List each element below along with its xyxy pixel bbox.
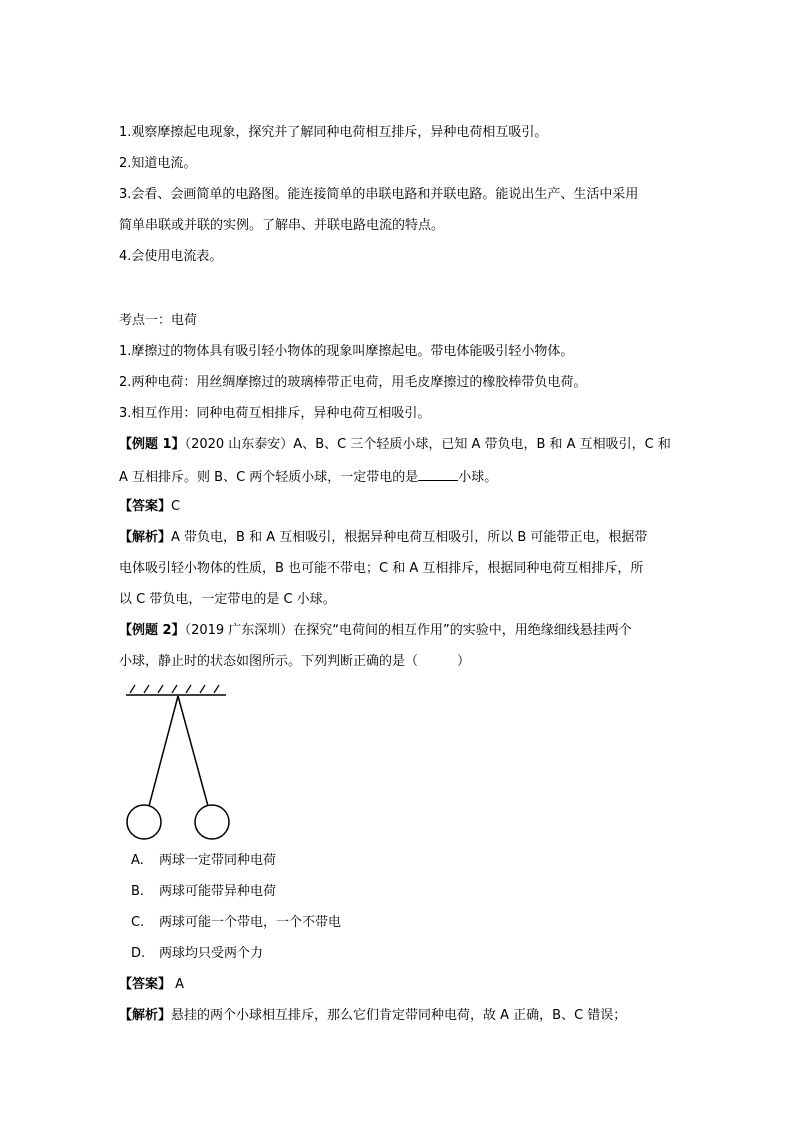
- option-text: 两球一定带同种电荷: [159, 853, 277, 868]
- example2-tag: 【例题 2】: [119, 623, 185, 638]
- example1-line2: [119, 467, 497, 487]
- option-a: [131, 852, 276, 870]
- option-letter: C.: [131, 915, 145, 930]
- answer-tag: 【答案】: [119, 499, 172, 514]
- objective-1: 1.观察摩擦起电现象，探究并了解同种电荷相互排斥，异种电荷相互吸引。: [119, 125, 548, 140]
- option-letter: A.: [131, 853, 144, 868]
- option-letter: D.: [131, 946, 146, 961]
- example1-text: （2020 山东泰安）A、B、C 三个轻质小球，已知 A 带负电，B 和 A 互相吸引，C 和: [184, 437, 671, 452]
- section-title: 考点一：电荷: [119, 313, 198, 328]
- option-c: [131, 914, 341, 932]
- option-text: 两球可能带异种电荷: [159, 884, 277, 899]
- example1-tag: 【例题 1】: [119, 437, 185, 452]
- example1-line1: [119, 436, 671, 454]
- example1-analysis-3: 以 C 带负电，一定带电的是 C 小球。: [119, 592, 336, 607]
- example2-answer: [119, 976, 184, 994]
- example1-answer: [119, 498, 180, 516]
- analysis-tag: 【解析】: [119, 1008, 172, 1023]
- pendulum-figure: [120, 680, 240, 845]
- answer-value: A: [171, 977, 185, 992]
- example2-line2: 小球，静止时的状态如图所示。下列判断正确的是（ ）: [119, 654, 471, 669]
- example1-text3: 小球。: [458, 470, 498, 485]
- right-ball: [195, 805, 229, 839]
- answer-tag: 【答案】: [119, 977, 172, 992]
- point-3: 3.相互作用：同种电荷互相排斥，异种电荷互相吸引。: [119, 406, 431, 421]
- example2-line1: [119, 622, 632, 640]
- objective-2: 2.知道电流。: [119, 156, 197, 171]
- option-text: 两球可能一个带电，一个不带电: [159, 915, 342, 930]
- option-b: [131, 883, 276, 901]
- option-text: 两球均只受两个力: [159, 946, 264, 961]
- example1-analysis-1: [119, 529, 647, 547]
- example1-text2: A 互相排斥。则 B、C 两个轻质小球，一定带电的是: [119, 470, 419, 485]
- analysis-tag: 【解析】: [119, 530, 172, 545]
- example2-text: （2019 广东深圳）在探究“电荷间的相互作用”的实验中，用绝缘细线悬挂两个: [184, 623, 632, 638]
- right-thread: [178, 696, 208, 806]
- example2-analysis: [119, 1007, 626, 1025]
- point-2: 2.两种电荷：用丝绸摩擦过的玻璃棒带正电荷，用毛皮摩擦过的橡胶棒带负电荷。: [119, 375, 587, 390]
- objective-3: 3.会看、会画简单的电路图。能连接简单的串联电路和并联电路。能说出生产、生活中采用: [119, 187, 639, 202]
- answer-blank: [418, 467, 458, 481]
- analysis-text: 悬挂的两个小球相互排斥，那么它们肯定带同种电荷，故 A 正确，B、C 错误；: [171, 1008, 627, 1023]
- answer-value: C: [171, 499, 181, 514]
- left-thread: [149, 696, 178, 806]
- option-d: [131, 945, 263, 963]
- objective-4: 4.会使用电流表。: [119, 249, 223, 264]
- example1-analysis-2: 电体吸引轻小物体的性质，B 也可能不带电；C 和 A 互相排斥，根据同种电荷互相排斥，所: [119, 561, 644, 576]
- option-letter: B.: [131, 884, 145, 899]
- analysis-text: A 带负电，B 和 A 互相吸引，根据异种电荷互相吸引，所以 B 可能带正电，根据带: [171, 530, 648, 545]
- left-ball: [127, 805, 161, 839]
- objective-3-cont: 简单串联或并联的实例。了解串、并联电路电流的特点。: [119, 218, 445, 233]
- ceiling-hatch: [130, 685, 219, 693]
- point-1: 1.摩擦过的物体具有吸引轻小物体的现象叫摩擦起电。带电体能吸引轻小物体。: [119, 344, 574, 359]
